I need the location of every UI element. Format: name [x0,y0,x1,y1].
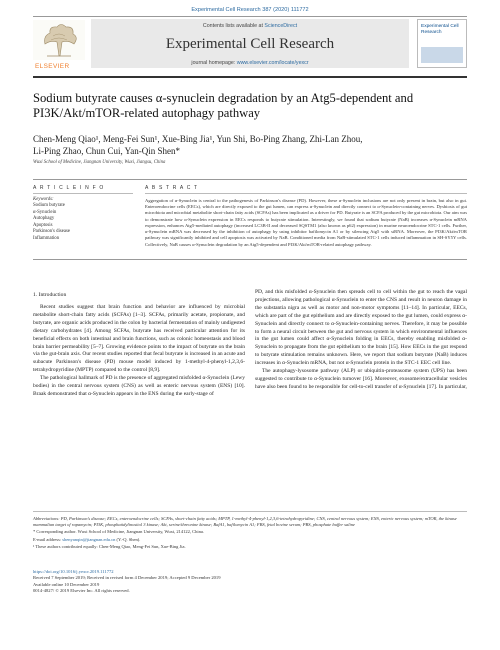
doi-link[interactable]: https://doi.org/10.1016/j.yexcr.2019.111772 [33,569,114,574]
body-paragraph: PD, and this misfolded α-Synuclein then spreads cell to cell within the gut to reach the vagal projections, allowing pathological α-Synuclein to enter the CNS and result in neuron damage in the substantia nigra as well as motor and non-motor symptoms [11–14]. In particular, EECs, which are part of the gut epithelium and are directly exposed to the gut lumen, could express α-Synuclein and directly connect to α-Synuclein-containing nerves. Therefore, it may be possible to form a neural circuit between the gut and nervous system in which environmental influences in the gut lumen could affect α-Synuclein folding in EECs, thereby enabling misfolded α-Synuclein to propagate from the gut epithelium to the brain [15]. How EECs in the gut respond to butyrate stimulation remains unknown. Here, we report that sodium butyrate (NaB) induces increases in α-Synuclein mRNA, but not α-Synuclein protein in the STC-1 EEC cell line. [255,289,467,367]
article-info-heading: A R T I C L E I N F O [33,185,105,191]
body-paragraph: The autophagy-lysosome pathway (ALP) or ubiquitin-proteasome system (UPS) has been suggested to contribute to α-Synuclein turnover [16]. Moreover, exosome/extracellular vesicles have also been found to be responsible for cell-to-cell transfer of α-Synuclein [17]. In particular, [255,368,467,390]
affiliation: Wuxi School of Medicine, Jiangnan University, Wuxi, Jiangsu, China [33,160,166,165]
online-date: Available online 10 December 2019 [33,581,100,587]
keywords-label: Keywords: [33,197,54,202]
footnotes [33,516,467,551]
cover-image-band [421,47,463,63]
cover-title: Experimental Cell Research [421,24,459,35]
body-column-right [255,289,467,392]
author-list [33,133,467,157]
abstract-heading: A B S T R A C T [145,185,199,191]
email-suffix: (Y.-Q. Shen). [115,536,141,542]
homepage-prefix: journal homepage: [191,60,237,66]
journal-cover-thumbnail [417,19,467,68]
authors-line-1: Chen-Meng Qiao¹, Meng-Fei Sun¹, Xue-Bing Jia¹, Yun Shi, Bo-Ping Zhang, Zhi-Lan Zhou, [33,134,363,144]
abstract-text: Aggregation of α-Synuclein is central to the pathogenesis of Parkinson's disease (PD). However, these α-Synuclein inclusions are not only present in brain, but also in gut. Enteroendocrine cells (EECs), which are directly exposed to the gut lumen, can express α-Synuclein and directly connect to α-Synuclein-containing nerves. Dysbiosis of gut microbiota and microbial metabolite short-chain fatty acids (SCFAs) has been implicated as a driver for PD. Butyrate is an SCFA produced by the gut microbiota. Our aim was to demonstrate how α-Synuclein expression in EECs responds to butyrate stimulation. Interestingly, we found that sodium butyrate (NaB) increases α-Synuclein mRNA expression, enhances Atg5-mediated autophagy (increased LC3B-II and decreased SQSTM1 (also known as p62) expression) in murine neuroendocrine STC-1 cells. Further, α-Synuclein mRNA was decreased by the inhibition of autophagy by using inhibitor bafilomycin A1 or by silencing Atg5 with siRNA. Moreover, the PI3K/Akt/mTOR pathway was significantly inhibited and cell apoptosis was activated by NaB. Conditioned media from NaB-stimulated STC-1 cells induced inflammation in SH-SY5Y cells. Collectively, NaB causes α-Synuclein degradation by an Atg5-dependent and PI3K/Akt/mTOR-related autophagy pathway. [145,198,467,247]
equal-contribution-footnote: ¹ These authors contributed equally: Chen-Meng Qiao, Meng-Fei Sun, Xue-Bing Jia. [33,543,186,549]
article-title: Sodium butyrate causes α-synuclein degradation by an Atg5-dependent and PI3K/Akt/mTOR-related autophagy pathway [33,91,414,120]
section-title: 1. Introduction [33,292,67,298]
homepage-line [91,60,409,66]
contents-prefix: Contents lists available at [202,23,265,29]
copyright: 0014-4827/ © 2019 Elsevier Inc. All rights reserved. [33,588,130,594]
received-dates: Received 7 September 2019; Received in revised form 4 December 2019; Accepted 9 December 2019 [33,575,221,581]
email-link[interactable]: shenyanqin@jiangnan.edu.cn [62,536,116,542]
journal-masthead [33,16,467,70]
body-paragraph: Recent studies suggest that brain function and behavior are influenced by microbial metabolite short-chain fatty acids (SCFAs) [1–3]. SCFAs, primarily acetate, propionate, and butyrate, are organic acids produced in the colon by bacterial fermentation of mainly undigested dietary carbohydrates [4]. Among SCFAs, butyrate has received particular attention for its beneficial effects on both intestinal and brain functions, such as colonic homeostasis and blood brain barrier permeability [5–7]. Growing evidence points to the impact of butyrate on the brain via the gut-brain axis. Our recent studies reported that fecal butyrate is increased in an acute and subacute Parkinson's disease (PD) mouse model induced by 1-methyl-4-phenyl-1,2,3,6-tetrahydropyridine (MPTP) compared to the control [8,9]. [33,304,245,374]
masthead-rule [33,76,467,78]
journal-reference: Experimental Cell Research 387 (2020) 111772 [191,7,309,13]
keyword: Inflammation [33,235,60,241]
abstract-subrule [145,193,467,194]
doi-block [33,569,467,595]
email-footnote [33,537,467,543]
publisher-logo [33,20,85,68]
contents-line [91,23,409,29]
tree-icon [33,20,85,60]
article-info-rule [33,179,467,180]
body-column-left [33,291,245,399]
homepage-link[interactable]: www.elsevier.com/locate/yexcr [236,60,309,66]
masthead-banner [91,19,409,68]
keyword: Apoptosis [33,222,53,228]
corresponding-author-footnote: * Corresponding author. Wuxi School of Medicine, Jiangnan University, Wuxi, 214122, China. [33,529,205,535]
article-info-subrule [33,193,133,194]
keyword: Autophagy [33,216,55,222]
footnote-rule [33,511,467,512]
keyword: Parkinson's disease [33,229,70,235]
abstract-bottom-rule [33,259,467,260]
masthead-divider [33,16,467,17]
keyword: Sodium butyrate [33,203,65,209]
authors-line-2: Li-Ping Zhao, Chun Cui, Yan-Qin Shen* [33,146,181,157]
keyword: α-Synuclein [33,209,57,215]
sciencedirect-link[interactable]: ScienceDirect [264,23,298,29]
body-paragraph: The pathological hallmark of PD is the presence of aggregated misfolded α-Synuclein (Lewy bodies) in the central nervous system (CNS) as well as enteric nervous system (ENS) [10]. Braak demonstrated that α-Synuclein appears in the ENS during the early-stage of [33,375,245,398]
abbreviations-footnote: Abbreviations: PD, Parkinson's disease; EECs, enteroendocrine cells; SCFAs, short-chain fatty acids; MPTP, 1-methyl-4-phenyl-1,2,3,6-tetrahydropyridine; CNS, central nervous system; ENS, enteric nervous system; mTOR, the kinase mammalian target of rapamycin; PI3K, phosphatidylinositol 3 kinase; Akt, serine/threonine kinase; BafA1, bafilomycin A1; FBS, fetal bovine serum; PBS, phosphate buffer saline [33,516,457,528]
journal-title: Experimental Cell Research [165,36,335,52]
publisher-name: ELSEVIER [35,63,70,70]
email-label: E-mail address: [33,536,63,542]
keywords-block [33,197,133,242]
